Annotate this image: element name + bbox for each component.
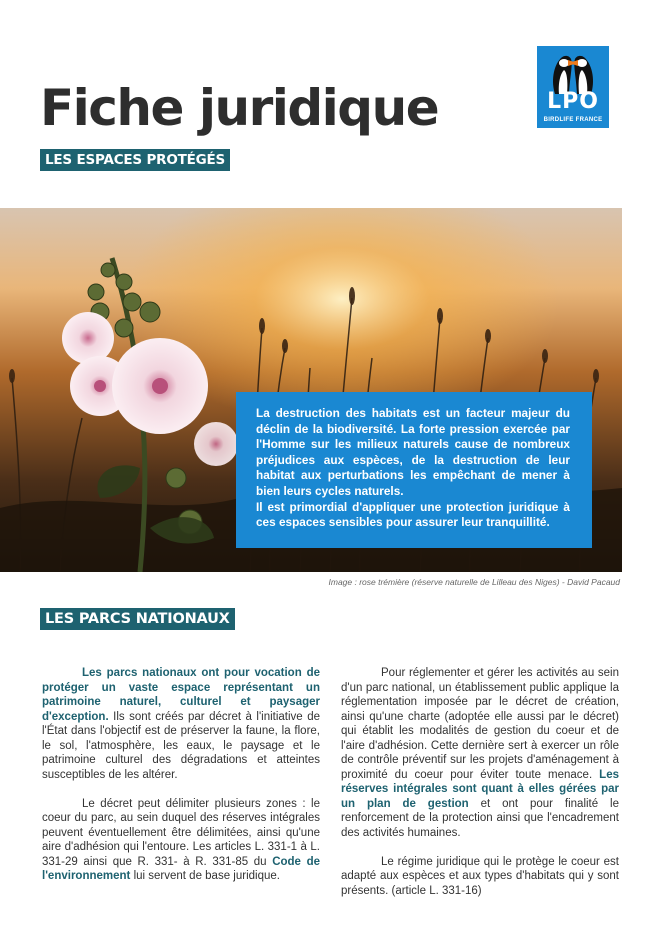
body-text: Le décret peut délimiter plusieurs zones : le coeur du parc, au sein duquel des réserves intégrales peuvent éventuellement être délimitées, ainsi qu'une aire d'adhésion qui l'entoure. Les articles L. 331-1 à L. 331-29 ainsi que R. 331- à R. 331-85 du — [42, 797, 320, 868]
section-heading-parcs: LES PARCS NATIONAUX — [40, 608, 235, 630]
body-text: Ils sont créés par décret à l'initiative de l'État dans l'objectif est de préserver la faune, la flore, le sol, l'atmosphère, les eaux, le paysage et le patrimoine culturel des dégradations et atteintes susceptibles de les altérer. — [42, 710, 320, 781]
intro-callout — [236, 392, 592, 548]
paragraph-vocation — [42, 666, 320, 782]
body-text: Pour réglementer et gérer les activités au sein d'un parc national, un établissement public applique la réglementation imposée par le décret de création, ainsi qu'une charte (adoptée elle aussi par le décret) qui établit les modalités de gestion du coeur et de l'aire d'adhésion. Cette dernière sert à exercer un rôle de contrôle préventif sur les projets d'aménagement à proximité du coeur pour éviter toute menace. — [341, 667, 619, 781]
section-tag: LES ESPACES PROTÉGÉS — [40, 149, 230, 171]
page-title: Fiche juridique — [40, 79, 439, 137]
column-left — [42, 666, 320, 898]
logo-subtitle: BIRDLIFE FRANCE — [543, 117, 603, 123]
callout-paragraph-1: La destruction des habitats est un facteur majeur du déclin de la biodiversité. La forte pression exercée par l'Homme sur les milieux naturels cause de nombreux préjudices aux espèces, de la destruction de leur habitat aux perturbations les empêchant de mener à bien leurs cycles naturels. — [256, 406, 570, 498]
callout-paragraph-2: Il est primordial d'appliquer une protection juridique à ces espaces sensibles pour assurer leur tranquillité. — [256, 499, 570, 530]
body-text: lui servent de base juridique. — [130, 870, 280, 882]
image-caption: Image : rose trémière (réserve naturelle de Lilleau des Niges) - David Pacaud — [328, 577, 620, 587]
logo-text: LPO — [547, 89, 599, 114]
paragraph-regime: Le régime juridique qui le protège le coeur est adapté aux espèces et aux types d'habitats qui y sont présents. (article L. 331-16) — [341, 855, 619, 897]
column-right — [341, 666, 619, 913]
paragraph-gestion — [341, 666, 619, 840]
code-environnement-reference: Code de l'environnement — [42, 855, 320, 882]
highlight-text: Les parcs nationaux ont pour vocation de protéger un vaste espace représentant un patrimoine naturel, culturel et paysager d'exception. — [42, 667, 320, 723]
paragraph-zones — [42, 797, 320, 884]
lpo-logo[interactable] — [537, 46, 609, 128]
body-text: et ont pour finalité le renforcement de la protection ainsi que l'encadrement des activités humaines. — [341, 797, 619, 839]
highlight-text: Les réserves intégrales sont quant à elles gérées par un plan de gestion — [341, 768, 619, 810]
puffin-pair-icon — [537, 46, 609, 94]
